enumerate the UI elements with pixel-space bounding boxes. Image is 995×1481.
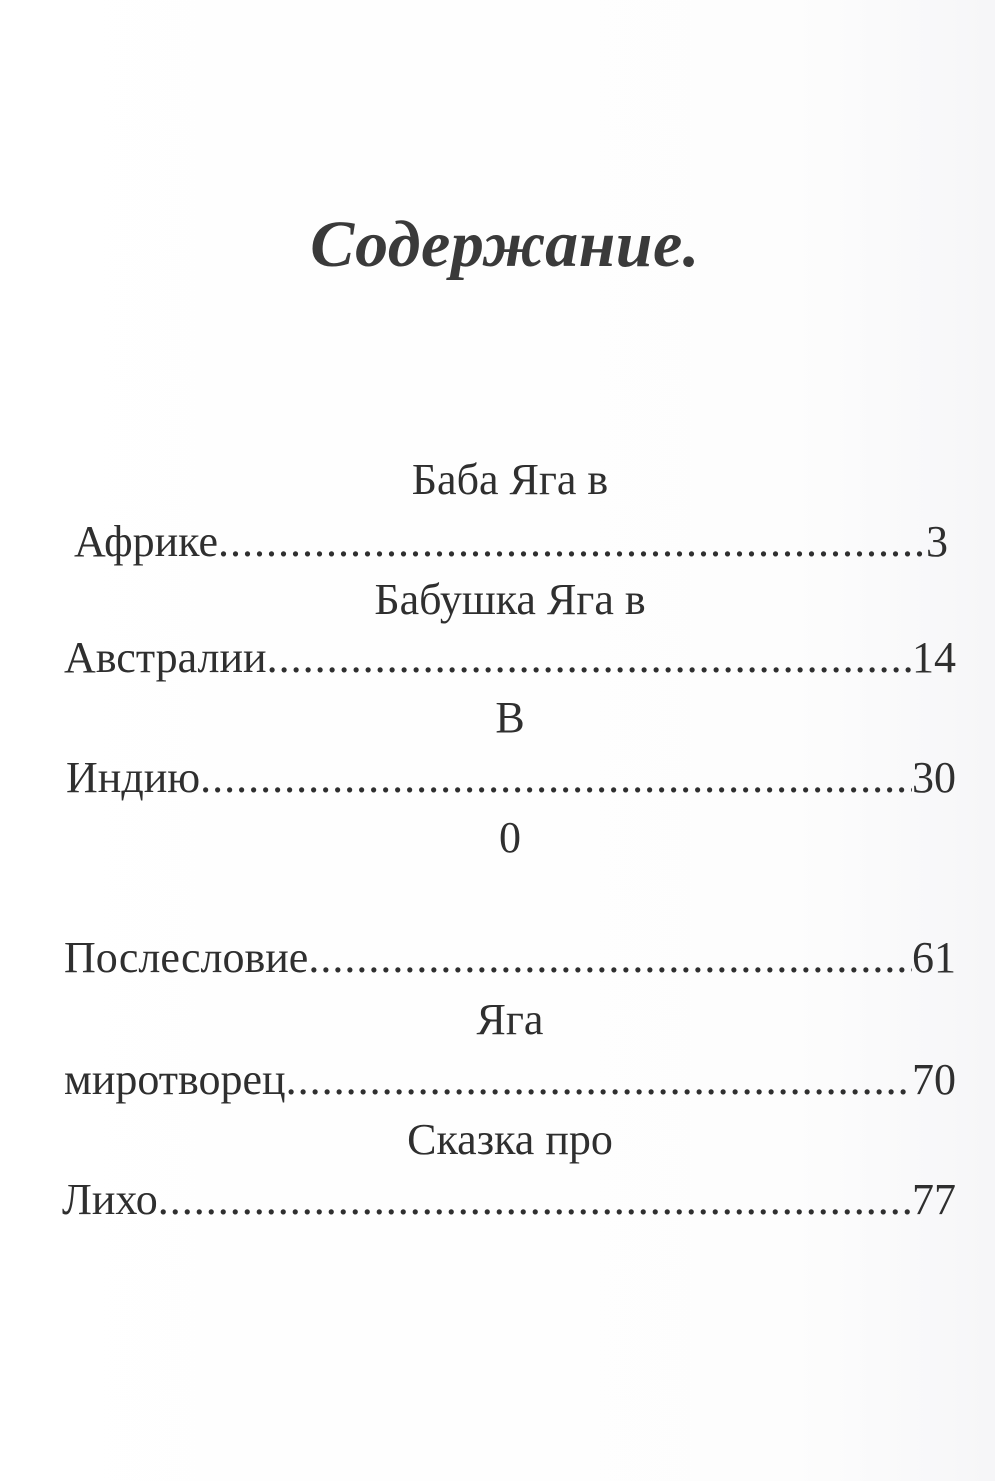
toc-entry-line bbox=[62, 1175, 956, 1224]
toc-entry-label: Австралии bbox=[64, 633, 267, 682]
toc-leader-dots bbox=[218, 520, 926, 564]
toc-entry-heading: Бабушка Яга в bbox=[374, 575, 646, 624]
toc-leader-dots bbox=[308, 936, 912, 980]
toc-entry-label: Лихо bbox=[62, 1175, 158, 1224]
toc-entry-line bbox=[64, 933, 956, 982]
toc-entry-heading: Сказка про bbox=[407, 1115, 613, 1164]
toc-leader-dots bbox=[200, 756, 912, 800]
toc-leader-dots bbox=[158, 1178, 912, 1222]
toc-leader-dots bbox=[286, 1058, 912, 1102]
toc-entry-heading: Яга bbox=[476, 995, 544, 1044]
toc-page-number: 77 bbox=[912, 1175, 956, 1224]
toc-page-number: 30 bbox=[912, 753, 956, 802]
toc-page-number: 3 bbox=[926, 517, 948, 566]
toc-page-number: 70 bbox=[912, 1055, 956, 1104]
toc-entry-label: Послесловие bbox=[64, 933, 309, 982]
toc-entry-line bbox=[66, 753, 956, 802]
toc-entry-label: миротворец bbox=[64, 1055, 286, 1104]
toc-entry-line bbox=[64, 1055, 956, 1104]
toc-entry-label: Африке bbox=[74, 517, 218, 566]
page-title: Содержание. bbox=[310, 208, 700, 281]
toc-page-number: 61 bbox=[912, 933, 956, 982]
toc-page-number: 14 bbox=[912, 633, 956, 682]
toc-entry-heading: Баба Яга в bbox=[411, 455, 609, 504]
toc-entry-line bbox=[74, 517, 948, 566]
toc-entry-label: Индию bbox=[66, 753, 201, 802]
toc-entry-heading: 0 bbox=[499, 813, 521, 862]
toc-entry-line bbox=[64, 633, 956, 682]
toc-entry-heading: В bbox=[495, 693, 525, 742]
toc-leader-dots bbox=[267, 636, 912, 680]
